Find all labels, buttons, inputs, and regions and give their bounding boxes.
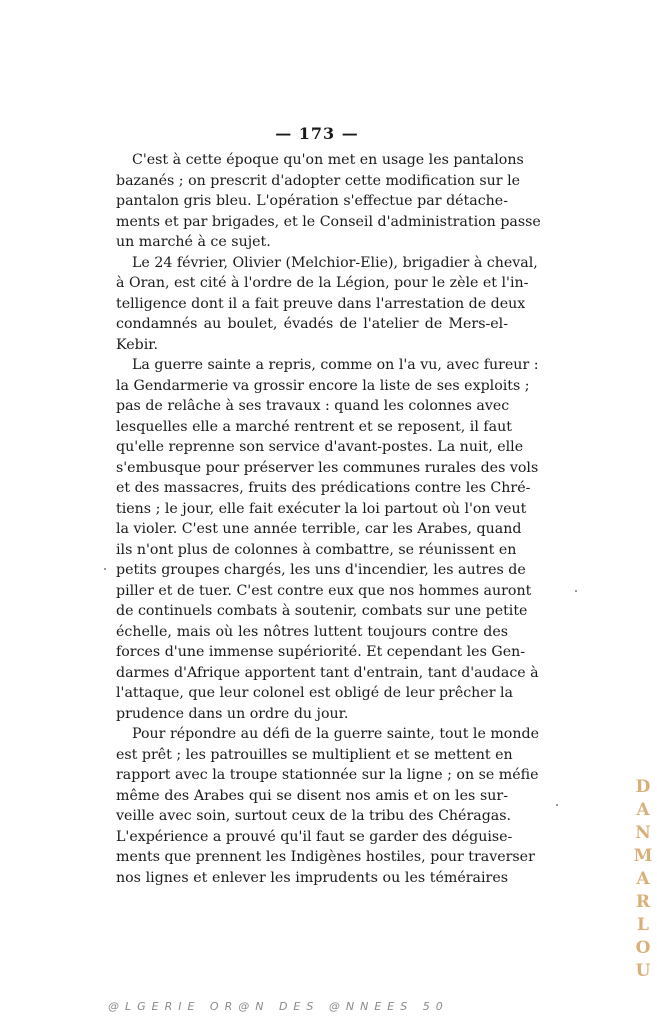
text-line: condamnés au boulet, évadés de l'atelier de Mers-el- xyxy=(116,316,508,332)
text-line: de continuels combats à soutenir, combats sur une petite xyxy=(116,603,528,619)
text-line: La guerre sainte a repris, comme on l'a vu, avec fureur : xyxy=(132,357,539,373)
text-line: Pour répondre au défi de la guerre sainte, tout le monde xyxy=(132,726,539,742)
text-line: forces d'une immense supériorité. Et cependant les Gen- xyxy=(116,644,526,660)
text-line: échelle, mais où les nôtres luttent toujours contre des xyxy=(116,623,508,640)
text-line: qu'elle reprenne son service d'avant-postes. La nuit, elle xyxy=(116,439,524,455)
scan-speck xyxy=(556,804,558,806)
text-line: ments que prennent les Indigènes hostiles, pour traverser xyxy=(116,849,535,865)
text-line: tiens ; le jour, elle fait exécuter la loi partout où l'on veut xyxy=(116,500,527,517)
body-text xyxy=(116,150,541,888)
page-number: — 173 — xyxy=(275,124,359,143)
text-line: même des Arabes qui se disent nos amis et on les sur- xyxy=(116,787,508,804)
text-line: pantalon gris bleu. L'opération s'effectue par détache- xyxy=(116,193,508,209)
scan-speck xyxy=(575,590,577,592)
text-line: un marché à ce sujet. xyxy=(116,234,271,250)
text-line: telligence dont il a fait preuve dans l'arrestation de deux xyxy=(116,295,526,312)
scan-speck xyxy=(104,568,106,570)
text-line: L'expérience a prouvé qu'il faut se garder des déguise- xyxy=(116,828,513,845)
text-line: ments et par brigades, et le Conseil d'administration passe xyxy=(116,213,541,230)
text-line: veille avec soin, surtout ceux de la tribu des Chéragas. xyxy=(116,808,512,824)
text-line: lesquelles elle a marché rentrent et se reposent, il faut xyxy=(116,418,512,435)
watermark: DANMARLOU xyxy=(633,777,653,981)
text-line: rapport avec la troupe stationnée sur la ligne ; on se méfie xyxy=(116,767,539,783)
text-line: Kebir. xyxy=(116,336,158,353)
text-line: l'attaque, que leur colonel est obligé de leur prêcher la xyxy=(116,685,513,701)
text-line: Le 24 février, Olivier (Melchior-Elie), brigadier à cheval, xyxy=(132,254,538,271)
text-line: C'est à cette époque qu'on met en usage les pantalons xyxy=(132,152,524,168)
footer-caption: @LGERIE OR@N DES @NNEES 50 xyxy=(108,1000,449,1013)
text-line: s'embusque pour préserver les communes rurales des vols xyxy=(116,459,539,476)
text-line: darmes d'Afrique apportent tant d'entrain, tant d'audace à xyxy=(116,664,539,681)
text-line: prudence dans un ordre du jour. xyxy=(116,705,349,722)
text-line: la Gendarmerie va grossir encore la liste de ses exploits ; xyxy=(116,377,530,394)
text-line: et des massacres, fruits des prédications contre les Chré- xyxy=(116,480,531,496)
text-line: ils n'ont plus de colonnes à combattre, se réunissent en xyxy=(116,541,517,558)
text-line: est prêt ; les patrouilles se multiplient et se mettent en xyxy=(116,746,513,763)
text-line: pas de relâche à ses travaux : quand les colonnes avec xyxy=(116,398,510,414)
text-line: bazanés ; on prescrit d'adopter cette modification sur le xyxy=(116,172,521,189)
text-line: piller et de tuer. C'est contre eux que nos hommes auront xyxy=(116,582,532,599)
text-line: nos lignes et enlever les imprudents ou les téméraires xyxy=(116,869,508,886)
text-line: petits groupes chargés, les uns d'incendier, les autres de xyxy=(116,562,526,578)
text-line: à Oran, est cité à l'ordre de la Légion, pour le zèle et l'in- xyxy=(116,275,529,291)
text-line: la violer. C'est une année terrible, car les Arabes, quand xyxy=(116,521,522,537)
